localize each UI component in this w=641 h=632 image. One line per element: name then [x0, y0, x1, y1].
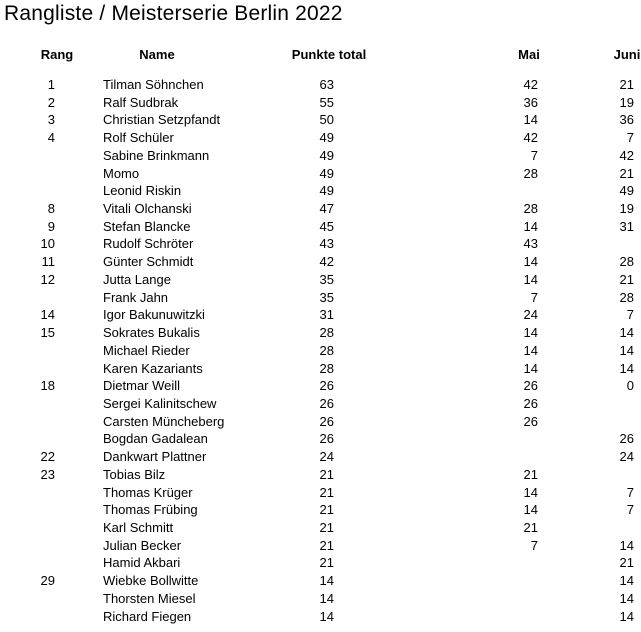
cell-juni: 36: [619, 112, 634, 128]
cell-name: Sergei Kalinitschew: [103, 395, 217, 411]
table-body: [0, 76, 641, 625]
table-row: [0, 590, 641, 608]
cell-punkte: 49: [319, 130, 334, 146]
cell-name: Karen Kazariants: [103, 360, 203, 376]
cell-rang: [0, 608, 55, 626]
cell-mai: [334, 572, 538, 590]
cell-mai: 42: [523, 130, 538, 146]
cell-punkte: 31: [319, 307, 334, 323]
cell-name: Hamid Akbari: [103, 555, 181, 571]
cell-juni: 31: [619, 218, 634, 234]
cell-punkte: 47: [319, 201, 334, 217]
column-header-rang: Rang: [40, 47, 74, 62]
cell-mai: 21: [523, 519, 538, 535]
column-header-juni: Juni: [613, 47, 641, 62]
cell-juni: 7: [626, 307, 634, 323]
cell-juni: 19: [619, 201, 634, 217]
cell-rang: 15: [40, 325, 55, 341]
table-header-row: [0, 47, 641, 65]
cell-rang: [0, 519, 55, 537]
cell-mai: 36: [523, 94, 538, 110]
cell-punkte: 28: [319, 325, 334, 341]
cell-punkte: 49: [319, 165, 334, 181]
cell-punkte: 14: [319, 573, 334, 589]
cell-rang: [0, 554, 55, 572]
table-row: [0, 395, 641, 413]
cell-rang: [0, 147, 55, 165]
cell-punkte: 21: [319, 555, 334, 571]
cell-rang: [0, 289, 55, 307]
cell-name: Thorsten Miesel: [103, 590, 196, 606]
table-row: [0, 430, 641, 448]
cell-mai: 42: [523, 77, 538, 92]
table-row: [0, 360, 641, 378]
cell-name: Sokrates Bukalis: [103, 325, 200, 341]
cell-name: Julian Becker: [103, 537, 182, 553]
cell-name: Carsten Müncheberg: [103, 413, 225, 429]
cell-juni: 19: [619, 94, 634, 110]
cell-punkte: 45: [319, 218, 334, 234]
cell-punkte: 14: [319, 590, 334, 606]
cell-mai: 14: [523, 271, 538, 287]
cell-name: Thomas Frübing: [103, 502, 198, 518]
cell-name: Ralf Sudbrak: [103, 94, 179, 110]
cell-name: Momo: [103, 165, 140, 181]
cell-juni: [538, 466, 634, 484]
cell-punkte: 26: [319, 413, 334, 429]
cell-punkte: 26: [319, 395, 334, 411]
cell-juni: 24: [619, 449, 634, 465]
cell-juni: 7: [626, 502, 634, 518]
cell-juni: 14: [619, 342, 634, 358]
cell-rang: 10: [40, 236, 55, 252]
cell-name: Rolf Schüler: [103, 130, 174, 146]
cell-rang: 22: [40, 449, 55, 465]
table-row: [0, 165, 641, 183]
cell-name: Leonid Riskin: [103, 183, 182, 199]
cell-rang: [0, 501, 55, 519]
cell-rang: [0, 430, 55, 448]
cell-juni: 21: [619, 165, 634, 181]
cell-rang: 18: [40, 378, 55, 394]
cell-rang: 29: [40, 573, 55, 589]
table-row: [0, 94, 641, 112]
cell-name: Sabine Brinkmann: [103, 147, 210, 163]
table-row: [0, 377, 641, 395]
cell-rang: [0, 590, 55, 608]
cell-juni: 14: [619, 360, 634, 376]
cell-name: Rudolf Schröter: [103, 236, 194, 252]
table-row: [0, 200, 641, 218]
cell-juni: 7: [626, 484, 634, 500]
table-row: [0, 342, 641, 360]
cell-punkte: 35: [319, 289, 334, 305]
table-row: [0, 289, 641, 307]
cell-mai: 26: [523, 395, 538, 411]
cell-punkte: 21: [319, 537, 334, 553]
cell-rang: [0, 182, 55, 200]
table-row: [0, 519, 641, 537]
cell-mai: 14: [523, 342, 538, 358]
cell-name: Günter Schmidt: [103, 254, 194, 270]
cell-rang: [0, 537, 55, 555]
cell-mai: 14: [523, 502, 538, 518]
cell-punkte: 50: [319, 112, 334, 128]
cell-rang: 9: [47, 218, 55, 234]
cell-juni: 14: [619, 608, 634, 624]
column-header-punkte-total: Punkte total: [291, 47, 367, 62]
cell-mai: 21: [523, 466, 538, 482]
cell-name: Thomas Krüger: [103, 484, 193, 500]
cell-mai: 14: [523, 360, 538, 376]
cell-mai: [334, 554, 538, 572]
cell-rang: 11: [41, 254, 55, 270]
cell-name: Tilman Söhnchen: [103, 77, 204, 92]
column-header-mai: Mai: [518, 47, 540, 62]
table-row: [0, 608, 641, 626]
table-row: [0, 554, 641, 572]
cell-juni: 7: [626, 130, 634, 146]
cell-name: Tobias Bilz: [103, 466, 166, 482]
cell-mai: 28: [523, 201, 538, 217]
cell-mai: [334, 448, 538, 466]
cell-name: Igor Bakunuwitzki: [103, 307, 205, 323]
cell-punkte: 21: [319, 484, 334, 500]
cell-rang: 23: [40, 466, 55, 482]
cell-rang: [0, 413, 55, 431]
cell-rang: 8: [47, 201, 55, 217]
cell-punkte: 42: [319, 254, 334, 270]
cell-juni: 0: [626, 378, 634, 394]
cell-name: Karl Schmitt: [103, 519, 174, 535]
cell-juni: 14: [619, 573, 634, 589]
cell-rang: [0, 165, 55, 183]
cell-punkte: 21: [319, 502, 334, 518]
cell-name: Stefan Blancke: [103, 218, 191, 234]
cell-mai: 26: [523, 378, 538, 394]
table-row: [0, 413, 641, 431]
table-row: [0, 253, 641, 271]
table-row: [0, 129, 641, 147]
cell-rang: [0, 360, 55, 378]
cell-punkte: 24: [319, 449, 334, 465]
cell-name: Richard Fiegen: [103, 608, 192, 624]
cell-mai: 14: [523, 218, 538, 234]
table-row: [0, 76, 641, 94]
cell-name: Frank Jahn: [103, 289, 169, 305]
cell-punkte: 28: [319, 342, 334, 358]
cell-punkte: 21: [319, 519, 334, 535]
table-row: [0, 324, 641, 342]
cell-rang: 2: [47, 94, 55, 110]
cell-juni: 14: [619, 325, 634, 341]
cell-mai: [334, 590, 538, 608]
cell-name: Christian Setzpfandt: [103, 112, 221, 128]
cell-juni: 28: [619, 254, 634, 270]
cell-mai: 7: [530, 289, 538, 305]
table-row: [0, 147, 641, 165]
cell-mai: 7: [530, 537, 538, 553]
cell-juni: 28: [619, 289, 634, 305]
table-row: [0, 111, 641, 129]
cell-juni: 42: [619, 147, 634, 163]
table-row: [0, 271, 641, 289]
cell-name: Dietmar Weill: [103, 378, 181, 394]
cell-name: Bogdan Gadalean: [103, 431, 208, 447]
cell-rang: 14: [40, 307, 55, 323]
cell-rang: 1: [47, 77, 55, 92]
column-header-name: Name: [139, 47, 175, 62]
table-row: [0, 537, 641, 555]
cell-juni: [538, 519, 634, 537]
cell-punkte: 28: [319, 360, 334, 376]
table-row: [0, 182, 641, 200]
cell-juni: [538, 413, 634, 431]
cell-name: Vitali Olchanski: [103, 201, 192, 217]
cell-punkte: 14: [319, 608, 334, 624]
cell-juni: 21: [619, 271, 634, 287]
cell-name: Michael Rieder: [103, 342, 190, 358]
cell-punkte: 49: [319, 147, 334, 163]
cell-punkte: 26: [319, 431, 334, 447]
table-row: [0, 484, 641, 502]
page-title: Rangliste / Meisterserie Berlin 2022: [4, 2, 343, 25]
cell-juni: 21: [619, 77, 634, 92]
cell-mai: 43: [523, 236, 538, 252]
cell-juni: 49: [619, 183, 634, 199]
table-row: [0, 501, 641, 519]
cell-juni: [538, 395, 634, 413]
cell-mai: 28: [523, 165, 538, 181]
cell-juni: 14: [619, 537, 634, 553]
cell-punkte: 49: [319, 183, 334, 199]
cell-mai: [334, 430, 538, 448]
cell-mai: [334, 182, 538, 200]
cell-mai: 14: [523, 325, 538, 341]
cell-mai: 14: [523, 484, 538, 500]
cell-mai: 14: [523, 254, 538, 270]
cell-juni: 21: [619, 555, 634, 571]
cell-juni: 14: [619, 590, 634, 606]
table-row: [0, 235, 641, 253]
cell-rang: [0, 395, 55, 413]
cell-punkte: 63: [319, 77, 334, 92]
table-row: [0, 218, 641, 236]
cell-rang: 4: [47, 130, 55, 146]
cell-punkte: 43: [319, 236, 334, 252]
cell-mai: 14: [523, 112, 538, 128]
cell-punkte: 55: [319, 94, 334, 110]
table-row: [0, 448, 641, 466]
table-row: [0, 306, 641, 324]
table-row: [0, 572, 641, 590]
table-row: [0, 466, 641, 484]
cell-juni: [538, 235, 634, 253]
cell-punkte: 26: [319, 378, 334, 394]
cell-mai: 24: [523, 307, 538, 323]
cell-rang: 12: [40, 271, 55, 287]
cell-punkte: 35: [319, 271, 334, 287]
cell-juni: 26: [619, 431, 634, 447]
cell-rang: [0, 342, 55, 360]
cell-name: Jutta Lange: [103, 271, 171, 287]
cell-name: Dankwart Plattner: [103, 449, 207, 465]
cell-mai: 26: [523, 413, 538, 429]
cell-punkte: 21: [319, 466, 334, 482]
cell-rang: 3: [47, 112, 55, 128]
cell-name: Wiebke Bollwitte: [103, 573, 199, 589]
cell-rang: [0, 484, 55, 502]
cell-mai: 7: [530, 147, 538, 163]
cell-mai: [334, 608, 538, 626]
